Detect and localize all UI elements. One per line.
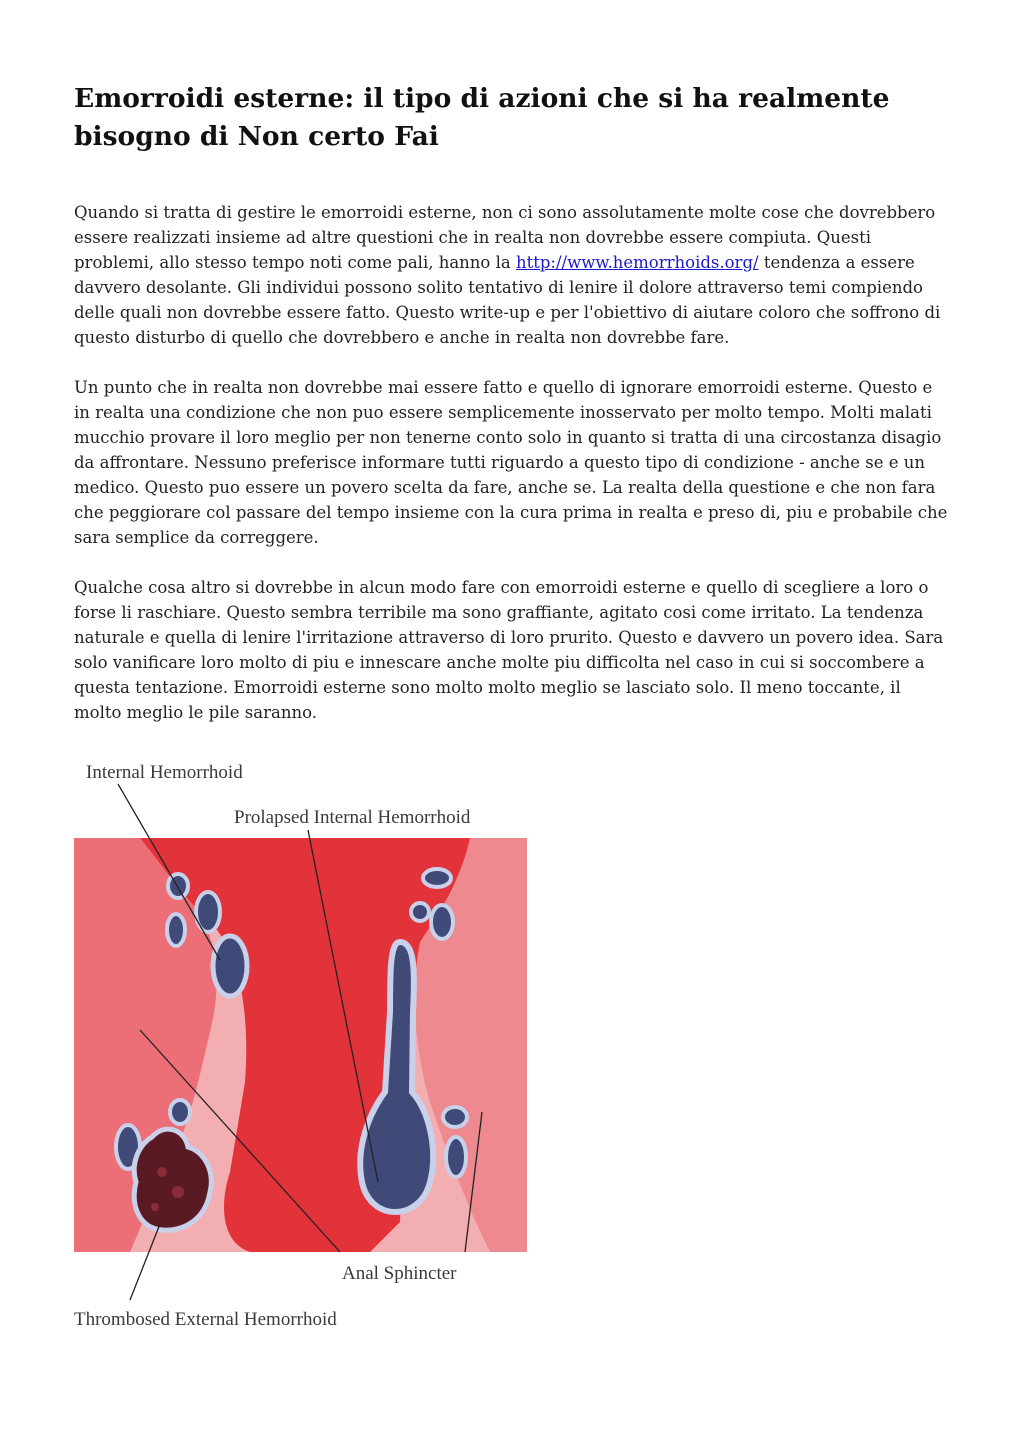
vein xyxy=(170,1100,190,1124)
vein xyxy=(167,914,185,946)
label-prolapsed-hemorrhoid: Prolapsed Internal Hemorrhoid xyxy=(234,807,471,828)
paragraph-1-text-end: tendenza a essere davvero desolante. Gli individui possono solito tentativo di lenire il dolore attraverso temi compiendo delle quali non dovrebbe essere fatto. Questo write-up e per l'obiettivo di aiutare coloro che soffrono di questo disturbo di quello che dovrebbero e anche in realta non dovrebbe fare. xyxy=(74,253,941,347)
vein xyxy=(431,905,453,939)
clot-spot xyxy=(151,1203,159,1211)
vein xyxy=(446,1137,466,1177)
hemorrhoids-link[interactable]: http://www.hemorrhoids.org/ xyxy=(515,253,759,272)
hemorrhoid-illustration xyxy=(70,752,540,1342)
vein xyxy=(443,1107,467,1127)
label-thrombosed-hemorrhoid: Thrombosed External Hemorrhoid xyxy=(74,1309,337,1330)
article-body xyxy=(74,200,952,750)
vein xyxy=(423,869,451,887)
vein xyxy=(411,903,429,921)
hemorrhoid-diagram xyxy=(70,752,540,1342)
paragraph-1-text-start: Quando si tratta di gestire le emorroidi esterne, non ci sono assolutamente molte cose che dovrebbero essere realizzati insieme ad altre questioni che in realta non dovrebbe essere compiuta. Questi problemi, allo stesso tempo noti come pali, hanno la xyxy=(74,203,936,272)
vein xyxy=(168,874,188,898)
internal-hemorrhoid-vein xyxy=(213,936,247,996)
article-title: Emorroidi esterne: il tipo di azioni che si ha realmente bisogno di Non certo Fai xyxy=(74,83,890,152)
label-internal-hemorrhoid: Internal Hemorrhoid xyxy=(86,762,243,783)
clot-spot xyxy=(172,1186,184,1198)
paragraph-3: Qualche cosa altro si dovrebbe in alcun modo fare con emorroidi esterne e quello di scegliere a loro o forse li raschiare. Questo sembra terribile ma sono graffiante, agitato cosi come irritato. La tendenza naturale e quella di lenire l'irritazione attraverso di loro prurito. Questo e davvero un povero idea. Sara solo vanificare loro molto di piu e innescare anche molte piu difficolta nel caso in cui si soccombere a questa tentazione. Emorroidi esterne sono molto molto meglio se lasciato solo. Il meno toccante, il molto meglio le pile saranno. xyxy=(74,578,944,722)
clot-spot xyxy=(157,1167,167,1177)
label-anal-sphincter: Anal Sphincter xyxy=(342,1263,457,1284)
paragraph-2: Un punto che in realta non dovrebbe mai essere fatto e quello di ignorare emorroidi esterne. Questo e in realta una condizione che non puo essere semplicemente inosservato per molto tempo. Molti malati mucchio provare il loro meglio per non tenerne conto solo in quanto si tratta di una circostanza disagio da affrontare. Nessuno preferisce informare tutti riguardo a questo tipo di condizione - anche se e un medico. Questo puo essere un povero scelta da fare, anche se. La realta della questione e che non fara che peggiorare col passare del tempo insieme con la cura prima in realta e preso di, piu e probabile che sara semplice da correggere. xyxy=(74,378,948,547)
paragraph-1 xyxy=(74,200,952,350)
